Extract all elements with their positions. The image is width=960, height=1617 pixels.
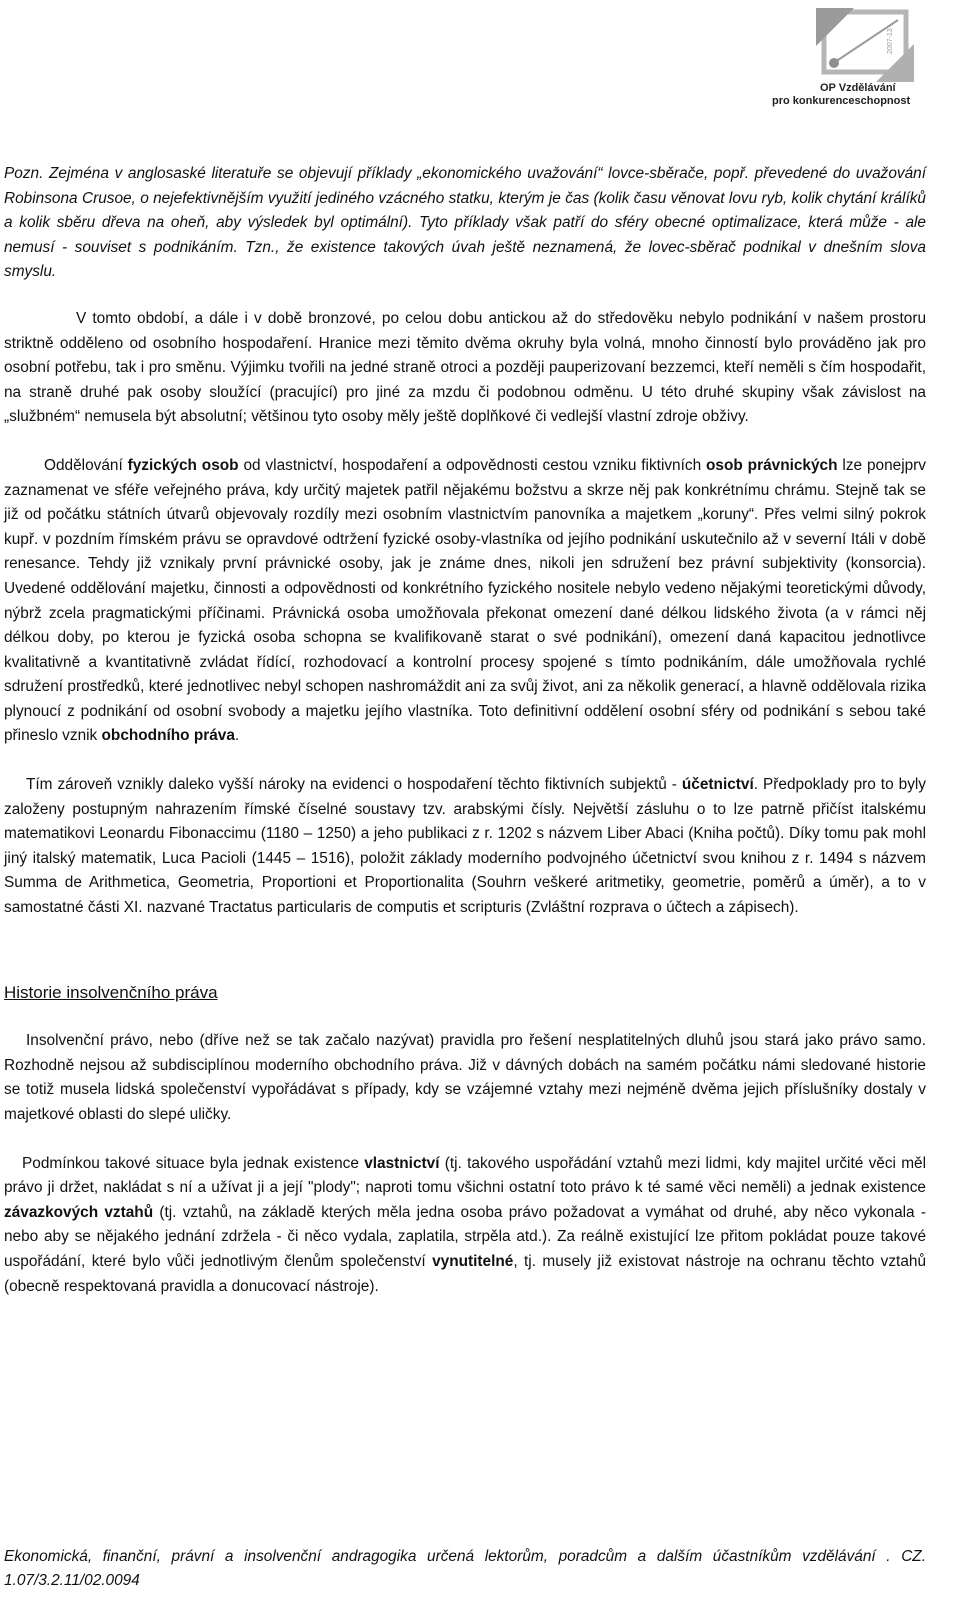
document-body	[4, 162, 926, 1299]
logo-years: 2007-13	[887, 28, 894, 54]
text-run: Oddělování	[44, 456, 128, 474]
text-run: Tím zároveň vznikly daleko vyšší nároky na evidenci o hospodaření těchto fiktivních subjektů -	[26, 776, 682, 794]
op-logo	[770, 8, 940, 120]
bold-term: závazkových vztahů	[4, 1203, 154, 1221]
logo-line2: pro konkurenceschopnost	[772, 95, 911, 107]
op-logo-emblem-icon	[810, 8, 920, 82]
text-run: lze ponejprv zaznamenat ve sféře veřejného práva, kdy určitý majetek patřil nějakému božstvu a skrze něj pak konkrétnímu chrámu. Stejně tak se již od počátku státních útvarů objevovaly rozdíly mezi osobním vlastnictvím panovníka a majetkem „koruny“. Přes velmi silný pokrok kupř. v pozdním římském právu se opravdové odtržení fyzické osoby-vlastníka od jejího podnikání uskutečnilo až v severní Itáli v době renesance. Tehdy již vznikaly první právnické osoby, jak je známe dnes, nikoli jen sdružení bez právní subjektivity (konsorcia). Uvedené oddělování majetku, činnosti a odpovědnosti od konkrétního fyzického nositele nebylo vedeno nějakými teoretickými důvody, nýbrž zcela pragmatickými příčinami. Právnická osoba umožňovala překonat omezení dané délkou lidského života (a v rámci něj délkou doby, po kterou je fyzická osoba schopna se kvalifikovaně starat o své podnikání), omezení daná kapacitou jednotlivce kvalitativně a kvantitativně zvládat řídící, rozhodovací a kontrolní procesy spojené s tímto podnikáním, dále umožňovala rychlé sdružení prostředků, které jednotlivec nebyl schopen nashromáždit ani za svůj život, ani za několik generací, a hlavně oddělovala rizika plynoucí z podnikání od osobní svobody a majetku jejího vlastníka. Toto definitivní oddělení osobní sféry od podnikání s sebou také přineslo vznik	[4, 456, 926, 745]
bold-term: fyzických osob	[127, 456, 239, 474]
text-run: od vlastnictví, hospodaření a odpovědnosti cestou vzniku fiktivních	[238, 456, 707, 474]
text-run: (tj. vztahů, na základě kterých měla jedna osoba právo požadovat a vymáhat od druhé, aby něco vykonala - nebo aby se nějakého jednání zdržela - či něco vydala, zaplatila, strpěla atd.). Za reálně existující lze přitom pokládat pouze takové uspořádání, které bylo vůči jednotlivým členům společenství	[4, 1203, 926, 1270]
bold-term: vynutitelné	[432, 1252, 514, 1270]
logo-text	[770, 82, 940, 108]
note-paragraph: Pozn. Zejména v anglosaské literatuře se objevují příklady „ekonomického uvažování“ lovce-sběrače, popř. převedené do uvažování Robinsona Crusoe, o nejefektivnějším využití jediného vzácného statku, kterým je čas (kolik času věnovat lovu ryb, kolik chytání králíků a kolik sběru dřeva na oheň, aby výsledek byl optimální). Tyto příklady však patří do sféry obecné optimalizace, která může - ale nemusí - souviset s podnikáním. Tzn., že existence takových úvah ještě neznamená, že lovec-sběrač podnikal v dnešním slova smyslu.	[4, 165, 926, 281]
page-footer: Ekonomická, finanční, právní a insolvenční andragogika určená lektorům, poradcům a dalším účastníkům vzdělávání . CZ. 1.07/3.2.11/02.0094	[4, 1548, 926, 1589]
paragraph-insolvency-law: Insolvenční právo, nebo (dříve než se tak začalo nazývat) pravidla pro řešení nesplatitelných dluhů jsou stará jako právo samo. Rozhodně nejsou až subdisciplínou moderního obchodního práva. Již v dávných dobách na samém počátku námi sledované historie se totiž musela lidská společenství vypořádávat s případy, kdy se vzájemné vztahy mezi nejméně dvěma jejich příslušníky dostaly v majetkové oblasti do slepé uličky.	[4, 1032, 926, 1123]
bold-term: účetnictví	[681, 776, 754, 794]
paragraph-accounting	[4, 773, 926, 921]
bold-term: obchodního práva	[101, 727, 235, 745]
logo-line1: OP Vzdělávání	[820, 82, 896, 94]
text-run: . Předpoklady pro to byly založeny postupným nahrazením římské číselné soustavy tzv. arabskými čísly. Největší zásluhu o to lze patrně přičíst italskému matematikovi Leonardu Fibonaccimu (1180 – 1250) a jeho publikaci z r. 1202 s názvem Liber Abaci (Kniha počtů). Díky tomu pak mohl jiný italský matematik, Luca Pacioli (1445 – 1516), položit základy moderního podvojného účetnictví svou knihou z r. 1494 s názvem Summa de Arithmetica, Geometria, Proportioni et Proportionalita (Souhrn veškeré aritmetiky, geometrie, poměrů a úměr), a to v samostatné části XI. nazvané Tractatus particularis de computis et scripturis (Zvláštní rozprava o účtech a zápisech).	[4, 776, 927, 917]
paragraph-bronze-age: V tomto období, a dále i v době bronzové, po celou dobu antickou až do středověku nebylo podnikání v našem prostoru striktně odděleno od osobního hospodaření. Hranice mezi těmito dvěma okruhy byla volná, mnoho činností bylo prováděno jak pro osobní potřebu, tak i pro směnu. Výjimku tvořili na jedné straně otroci a později pauperizovaní bezzemci, kteří neměli s čím hospodařit, na straně druhé pak osoby sloužící (pracující) pro jiné za mzdu či podobnou odměnu. U této druhé skupiny však závislost na „službném“ nemusela být absolutní; většinou tyto osoby měly ještě doplňkové či vedlejší vlastní zdroje obživy.	[4, 309, 926, 426]
text-run: , tj. musely již existovat nástroje na ochranu těchto vztahů (obecně respektovaná pravidla a donucovací nástroje).	[4, 1252, 927, 1295]
text-run: .	[234, 727, 240, 745]
section-heading: Historie insolvenčního práva	[4, 982, 218, 1002]
text-run: (tj. takového uspořádání vztahů mezi lidmi, kdy majitel určité věci měl právo ji držet, nakládat s ní a užívat ji a její "plody"; naproti tomu všichni ostatní toto právo k té samé věci neměli) a jednak existence	[4, 1154, 927, 1197]
paragraph-legal-persons	[4, 454, 926, 749]
paragraph-ownership	[4, 1152, 926, 1300]
bold-term: osob právnických	[706, 456, 838, 474]
text-run: Podmínkou takové situace byla jednak existence	[22, 1154, 365, 1172]
bold-term: vlastnictví	[364, 1154, 440, 1172]
